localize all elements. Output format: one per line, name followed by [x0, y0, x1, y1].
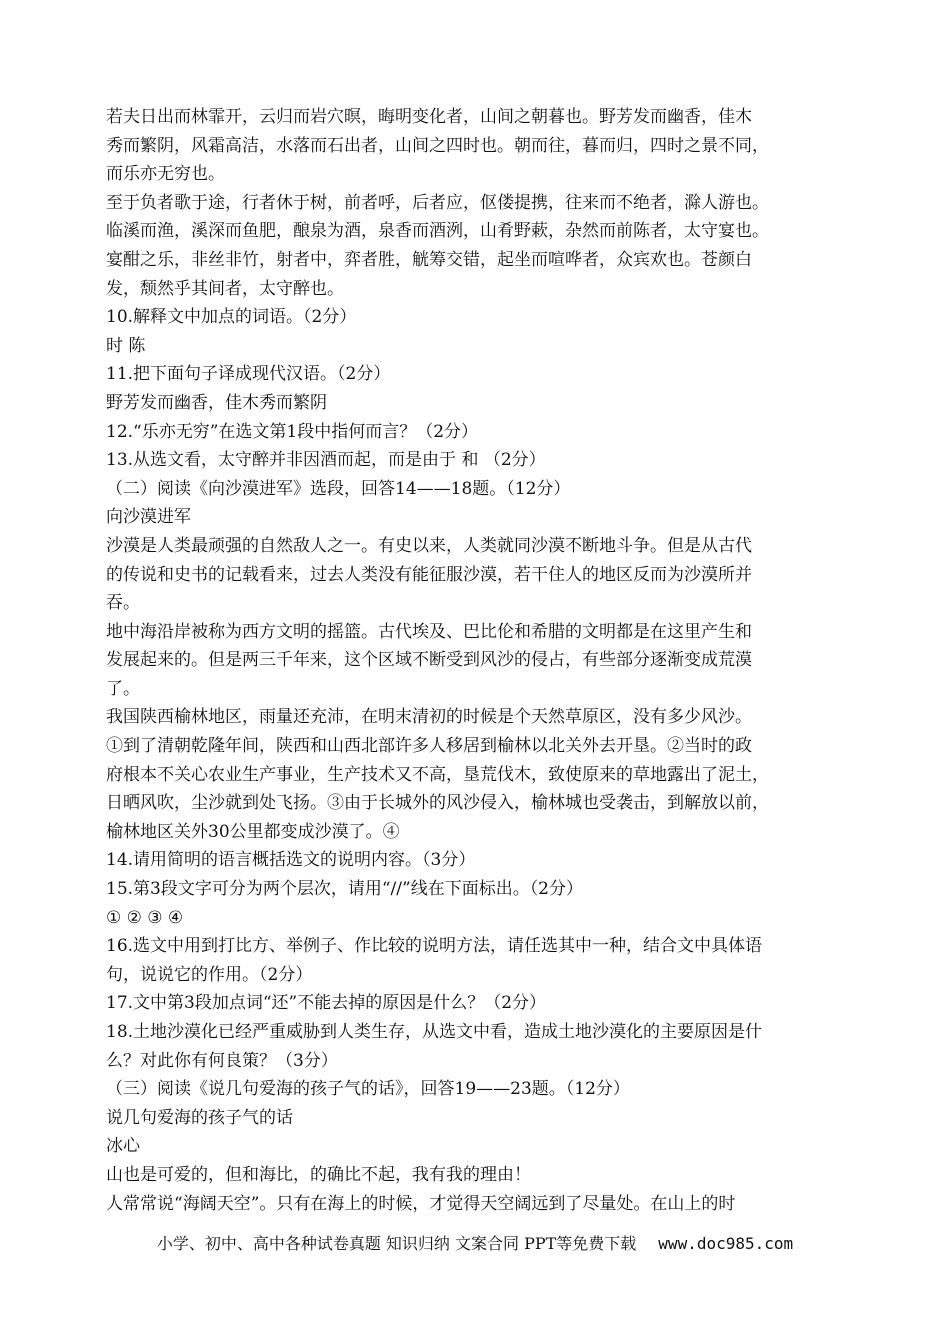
text-line: 而乐亦无穷也。: [106, 164, 225, 185]
text-line: 的传说和史书的记载看来，过去人类没有能征服沙漠，若干住人的地区反而为沙漠所并: [106, 564, 752, 585]
text-line: 山也是可爱的，但和海比，的确比不起，我有我的理由！: [106, 1164, 531, 1185]
text-line: 了。: [106, 678, 140, 699]
text-line: 说几句爱海的孩子气的话: [106, 1107, 293, 1128]
text-line: 发，颓然乎其间者，太守醉也。: [106, 278, 344, 299]
text-line: 人常常说“海阔天空”。只有在海上的时候，才觉得天空阔远到了尽量处。在山上的时: [106, 1193, 736, 1214]
text-line: 17.文中第3段加点词“还”不能去掉的原因是什么？（2分）: [106, 993, 547, 1014]
document-body: [106, 103, 846, 1218]
text-line: 吞。: [106, 593, 140, 614]
text-line: 榆林地区关外30公里都变成沙漠了。④: [106, 821, 400, 842]
text-line: ①到了清朝乾隆年间，陕西和山西北部许多人移居到榆林以北关外去开垦。②当时的政: [106, 736, 752, 757]
text-line: 发展起来的。但是两三千年来，这个区域不断受到风沙的侵占，有些部分逐渐变成荒漠: [106, 650, 752, 671]
text-line: 临溪而渔，溪深而鱼肥，酿泉为酒，泉香而酒洌，山肴野蔌，杂然而前陈者，太守宴也。: [106, 221, 769, 242]
text-line: 秀而繁阴，风霜高洁，水落而石出者，山间之四时也。朝而往，暮而归，四时之景不同，: [106, 135, 769, 156]
footer-text: 小学、初中、高中各种试卷真题 知识归纳 文案合同 PPT等免费下载: [156, 1234, 637, 1253]
page-footer: [0, 1231, 950, 1254]
text-line: 日晒风吹，尘沙就到处飞扬。③由于长城外的风沙侵入，榆林城也受袭击，到解放以前，: [106, 793, 769, 814]
text-line: 16.选文中用到打比方、举例子、作比较的说明方法，请任选其中一种，结合文中具体语: [106, 936, 763, 957]
text-line: 宴酣之乐，非丝非竹，射者中，弈者胜，觥筹交错，起坐而喧哗者，众宾欢也。苍颜白: [106, 249, 752, 270]
text-line: 15.第3段文字可分为两个层次，请用“//”线在下面标出。（2分）: [106, 879, 584, 900]
text-line: （三）阅读《说几句爱海的孩子气的话》，回答19——23题。（12分）: [106, 1079, 630, 1100]
text-line: 若夫日出而林霏开，云归而岩穴暝，晦明变化者，山间之朝暮也。野芳发而幽香，佳木: [106, 107, 752, 127]
text-line: 府根本不关心农业生产事业，生产技术又不高，垦荒伐木，致使原来的草地露出了泥土，: [106, 764, 769, 785]
text-line: 至于负者歌于途，行者休于树，前者呼，后者应，伛偻提携，往来而不绝者，滁人游也。: [106, 192, 769, 213]
text-line: 向沙漠进军: [106, 507, 191, 528]
text-line: ① ② ③ ④: [106, 907, 184, 928]
text-line: 地中海沿岸被称为西方文明的摇篮。古代埃及、巴比伦和希腊的文明都是在这里产生和: [106, 621, 752, 642]
text-line: （二）阅读《向沙漠进军》选段，回答14——18题。（12分）: [106, 478, 571, 499]
text-line: 18.土地沙漠化已经严重威胁到人类生存，从选文中看，造成土地沙漠化的主要原因是什: [106, 1022, 763, 1042]
text-line: 14.请用简明的语言概括选文的说明内容。（3分）: [106, 850, 476, 871]
text-line: 时 陈: [106, 335, 146, 356]
text-line: 句，说说它的作用。（2分）: [106, 964, 313, 985]
footer-url[interactable]: www.doc985.com: [658, 1234, 794, 1253]
text-line: 13.从选文看，太守醉并非因酒而起，而是由于 和 （2分）: [106, 450, 546, 471]
text-line: 么？对此你有何良策？（3分）: [106, 1050, 338, 1071]
text-line: 沙漠是人类最顽强的自然敌人之一。有史以来，人类就同沙漠不断地斗争。但是从古代: [106, 535, 752, 556]
text-line: 冰心: [106, 1136, 140, 1157]
text-line: 野芳发而幽香，佳木秀而繁阴: [106, 392, 327, 413]
text-line: 我国陕西榆林地区，雨量还充沛，在明末清初的时候是个天然草原区，没有多少风沙。: [106, 707, 752, 728]
text-line: 11.把下面句子译成现代汉语。（2分）: [106, 364, 391, 385]
text-line: 12.“乐亦无穷”在选文第1段中指何而言？（2分）: [106, 421, 479, 442]
text-line: 10.解释文中加点的词语。（2分）: [106, 307, 357, 328]
